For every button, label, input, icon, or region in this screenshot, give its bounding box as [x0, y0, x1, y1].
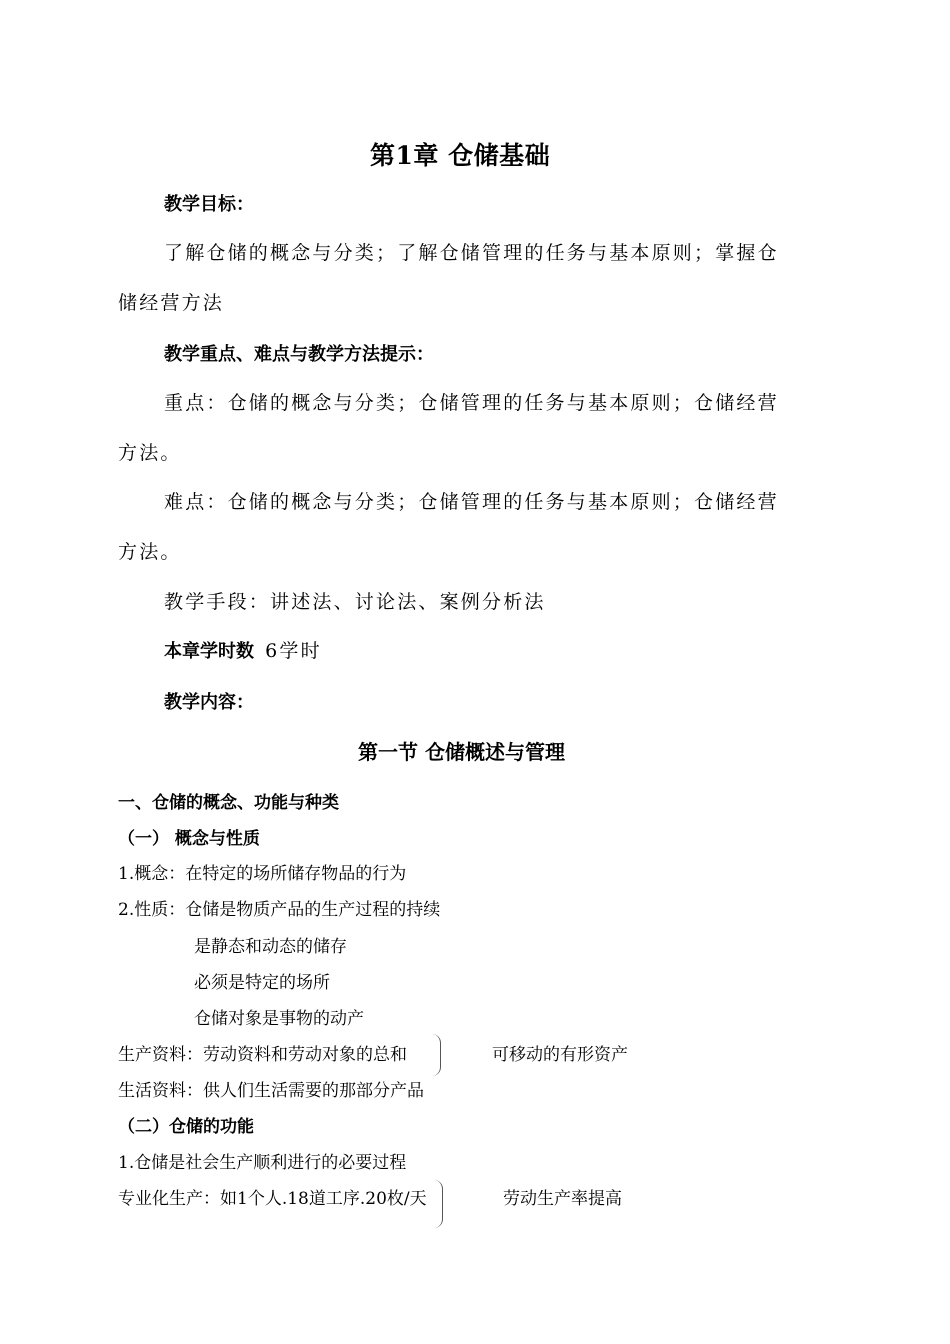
part1-heading: 一、仓储的概念、功能与种类 [118, 793, 339, 813]
nature-item-3: 仓储对象是事物的动产 [194, 1009, 364, 1029]
movable-assets: 可移动的有形资产 [492, 1045, 628, 1065]
brace-mark [428, 1034, 441, 1076]
content-label: 教学内容： [164, 692, 254, 713]
life-material-line: 生活资料：供人们生活需要的那部分产品 [118, 1081, 424, 1101]
key-points-label: 教学重点、难点与教学方法提示： [164, 344, 434, 365]
hours-label: 本章学时数 [164, 641, 254, 662]
brace-mark [430, 1180, 443, 1228]
focus-line1: 重点：仓储的概念与分类；仓储管理的任务与基本原则；仓储经营 [164, 392, 779, 414]
nature-item-1: 是静态和动态的储存 [194, 937, 347, 957]
goals-label: 教学目标： [164, 194, 254, 215]
production-material-line: 生产资料：劳动资料和劳动对象的总和 [118, 1045, 407, 1065]
concept-line: 1.概念：在特定的场所储存物品的行为 [118, 864, 407, 884]
nature-line: 2.性质：仓储是物质产品的生产过程的持续 [118, 900, 441, 920]
teaching-methods: 教学手段：讲述法、讨论法、案例分析法 [164, 591, 546, 613]
chapter-title: 第1章 仓储基础 [370, 141, 551, 170]
difficulty-line1: 难点：仓储的概念与分类；仓储管理的任务与基本原则；仓储经营 [164, 491, 779, 513]
productivity: 劳动生产率提高 [503, 1189, 622, 1209]
section-title: 第一节 仓储概述与管理 [358, 740, 565, 764]
focus-line2: 方法。 [118, 442, 182, 464]
goals-text-line1: 了解仓储的概念与分类；了解仓储管理的任务与基本原则；掌握仓 [164, 242, 779, 264]
nature-item-2: 必须是特定的场所 [194, 973, 330, 993]
sub1-heading: （一） 概念与性质 [118, 829, 260, 849]
goals-text-line2: 储经营方法 [118, 292, 225, 314]
hours-value: 6学时 [265, 640, 322, 662]
difficulty-line2: 方法。 [118, 541, 182, 563]
hours-line [164, 636, 322, 663]
function1-line: 1.仓储是社会生产顺利进行的必要过程 [118, 1153, 407, 1173]
specialization-line: 专业化生产：如1个人.18道工序.20枚/天 [118, 1189, 427, 1209]
sub2-heading: （二）仓储的功能 [118, 1117, 254, 1137]
